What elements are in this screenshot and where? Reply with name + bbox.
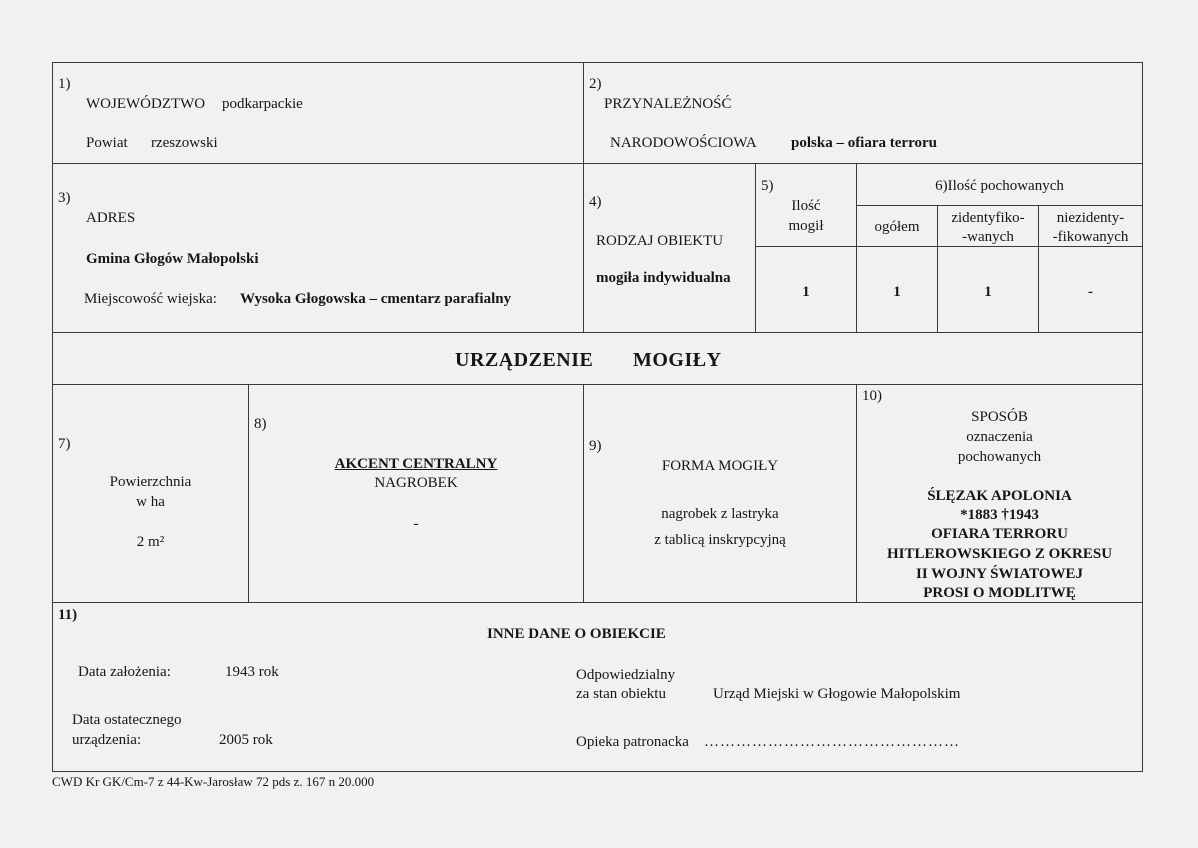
col-line-4-5 [755, 163, 756, 333]
county-value: rzeszowski [151, 135, 218, 151]
cell3-number: 3) [58, 190, 71, 206]
inscription-line-3: OFIARA TERRORU [931, 526, 1068, 542]
locality-value: Wysoka Głogowska – cmentarz parafialny [240, 291, 512, 307]
cell11-number: 11) [58, 607, 78, 623]
other-data-title: INNE DANE O OBIEKCIE [487, 626, 666, 642]
voivodeship-value: podkarpackie [222, 96, 303, 112]
buried-total-value: 1 [893, 284, 901, 300]
inscription-line-4: HITLEROWSKIEGO Z OKRESU [886, 546, 1113, 562]
frame-right [1142, 62, 1143, 772]
object-type-value: mogiła indywidualna [596, 270, 731, 286]
buried-unidentified-value: - [1088, 284, 1093, 300]
graves-count-label-line2: mogił [788, 218, 824, 234]
cell8-number: 8) [254, 416, 267, 432]
final-arrangement-label-line2: urządzenia: [72, 732, 142, 748]
final-arrangement-value: 2005 rok [219, 732, 273, 748]
buried-identified-header-line1: zidentyfiko- [951, 210, 1025, 226]
grave-form-value-line2: z tablicą inskrypcyjną [654, 532, 786, 548]
form-footer-code: CWD Kr GK/Cm-7 z 44-Kw-Jarosław 72 pds z. 167 n 20.000 [52, 774, 375, 789]
responsible-label-line2: za stan obiektu [576, 686, 666, 702]
row-line-5-6-values [755, 246, 1143, 247]
patronage-label: Opieka patronacka [576, 734, 689, 750]
section-title-right: MOGIŁY [633, 349, 722, 371]
area-value: 2 m² [136, 534, 165, 550]
graves-count-label-line1: Ilość [791, 198, 821, 214]
col-line-main [583, 62, 584, 333]
cell5-number: 5) [761, 178, 774, 194]
grave-form-label: FORMA MOGIŁY [661, 458, 779, 474]
cell4-number: 4) [589, 194, 602, 210]
buried-unidentified-header-line1: niezidenty- [1056, 210, 1125, 226]
col-line-8-9 [583, 384, 584, 603]
marking-label-line3: pochowanych [957, 449, 1042, 465]
responsible-value: Urząd Miejski w Głogowie Małopolskim [713, 686, 961, 702]
central-accent-label: AKCENT CENTRALNY [334, 456, 498, 472]
inscription-line-1: ŚLĘZAK APOLONIA [927, 488, 1072, 504]
cell7-number: 7) [58, 436, 71, 452]
central-accent-value: - [413, 516, 419, 532]
inscription-line-5: II WOJNY ŚWIATOWEJ [916, 566, 1083, 582]
commune-value: Gmina Głogów Małopolski [86, 251, 259, 267]
patronage-dots: ………………………………………… [704, 734, 960, 750]
buried-count-header: 6)Ilość pochowanych [935, 178, 1064, 194]
marking-label-line1: SPOSÓB [971, 409, 1028, 425]
central-accent-sublabel: NAGROBEK [374, 475, 458, 491]
object-type-label: RODZAJ OBIEKTU [596, 233, 724, 249]
frame-bottom [52, 771, 1143, 772]
responsible-label-line1: Odpowiedzialny [576, 667, 676, 683]
locality-label: Miejscowość wiejska: [84, 291, 217, 307]
address-label: ADRES [86, 210, 136, 226]
inscription-line-2: *1883 †1943 [960, 507, 1039, 523]
section-title-left: URZĄDZENIE [455, 349, 594, 371]
col-line-7-8 [248, 384, 249, 603]
final-arrangement-label-line1: Data ostatecznego [72, 712, 182, 728]
nationality-label-line1: PRZYNALEŻNOŚĆ [604, 96, 732, 112]
area-label-line2: w ha [136, 494, 165, 510]
cell9-number: 9) [589, 438, 602, 454]
row-line-4 [52, 602, 1143, 603]
row-line-2 [52, 332, 1143, 333]
frame-left [52, 62, 53, 772]
founded-value: 1943 rok [225, 664, 279, 680]
row-line-1 [52, 163, 1143, 164]
founded-label: Data założenia: [78, 664, 171, 680]
inscription-line-6: PROSI O MODLITWĘ [923, 585, 1076, 601]
buried-identified-header-line2: -wanych [962, 229, 1014, 245]
county-label: Powiat [86, 135, 128, 151]
cell10-number: 10) [862, 388, 882, 404]
buried-total-header: ogółem [874, 219, 920, 235]
graves-count-value: 1 [802, 284, 810, 300]
nationality-label-line2: NARODOWOŚCIOWA [610, 135, 757, 151]
nationality-value: polska – ofiara terroru [791, 135, 937, 151]
row-line-6-header [856, 205, 1143, 206]
frame-top [52, 62, 1143, 63]
row-line-3 [52, 384, 1143, 385]
buried-unidentified-header-line2: -fikowanych [1052, 229, 1129, 245]
voivodeship-label: WOJEWÓDZTWO [86, 96, 206, 112]
marking-label-line2: oznaczenia [966, 429, 1033, 445]
cell1-number: 1) [58, 76, 71, 92]
buried-identified-value: 1 [984, 284, 992, 300]
area-label-line1: Powierzchnia [109, 474, 192, 490]
cell2-number: 2) [589, 76, 602, 92]
grave-form-value-line1: nagrobek z lastryka [661, 506, 779, 522]
